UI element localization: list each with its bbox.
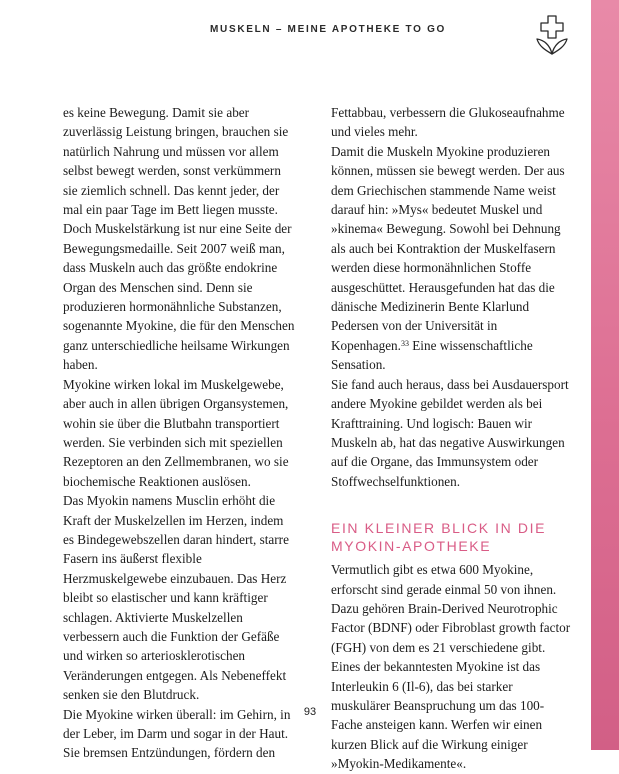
body-paragraph: es keine Bewegung. Damit sie aber zuverlässig Leistung bringen, brauchen sie natürlich Nahrung und müssen vor allem selbst bewegt werden, sonst verkümmern sie ziemlich schnell. Das kennt jeder, der mal ein paar Tage im Bett liegen musste. [63, 105, 289, 218]
body-paragraph: Die Myokine wirken überall: im Gehirn, in der Leber, im Darm und sogar in der Haut. Sie bremsen Entzündungen, fördern den [63, 706, 291, 761]
right-text-column [331, 103, 571, 774]
paragraph-text: Eine wissenschaftliche Sensation. [331, 337, 533, 373]
footnote-reference[interactable]: 33 [400, 338, 409, 348]
left-text-column [63, 103, 295, 763]
body-paragraph: Fettabbau, verbessern die Glukoseaufnahme und vieles mehr. [331, 105, 565, 140]
body-paragraph: Das Myokin namens Musclin erhöht die Kraft der Muskelzellen im Herzen, indem es Bindegewebszellen daran hindert, starre Fasern ins äußerst flexible Herzmuskelgewebe einzubauen. Das Herz bleibt so elastischer und kann kräftiger schlagen. Aktivierte Muskelzellen verbessern auch die Funktion der Gefäße und wirken so arteriosklerotischen Veränderungen entgegen. Als Nebeneffekt senken sie den Blutdruck. [63, 493, 289, 703]
running-header: MUSKELN – MEINE APOTHEKE TO GO [210, 24, 447, 35]
paragraph-text: Damit die Muskeln Myokine produzieren können, müssen sie bewegt werden. Der aus dem Griechischen stammende Name weist darauf hin: »Mys« bedeutet Muskel und »kinema« Bewegung. Sowohl bei Dehnung als auch bei Kontraktion der Muskelfasern werden diese hormonähnlichen Stoffe ausgeschüttet. Herausgefunden hat das die dänische Medizinerin Bente Klarlund Pedersen von der Universität in Kopenhagen. [331, 143, 565, 353]
body-paragraph: Doch Muskelstärkung ist nur eine Seite der Bewegungsmedaille. Seit 2007 weiß man, dass Muskeln auch das größte endokrine Organ des Menschen sind. Denn sie produzieren hormonähnliche Substanzen, sogenannte Myokine, die für den Menschen ganz unterschiedliche heilsame Wirkungen haben. [63, 221, 295, 373]
page-number: 93 [303, 706, 317, 718]
side-color-band [591, 0, 619, 750]
body-paragraph: Vermutlich gibt es etwa 600 Myokine, erforscht sind gerade einmal 50 von ihnen. Dazu gehören Brain-Derived Neurotrophic Factor (BDNF) oder Fibroblast growth factor (FGH) von dem es 21 verschiedene gibt. Eines der bekanntesten Myokine ist das Interleukin 6 (Il-6), das bei starker muskulärer Beanspruchung um das 100-Fache ansteigen kann. Werfen wir einen kurzen Blick auf die Wirkung einiger »Myokin-Medikamente«. [331, 562, 571, 772]
section-heading: EIN KLEINER BLICK IN DIE MYOKIN-APOTHEKE [331, 520, 547, 555]
body-paragraph [331, 142, 571, 375]
body-paragraph: Myokine wirken lokal im Muskelgewebe, aber auch in allen übrigen Organsystemen, wohin sie über die Blutbahn transportiert werden. Sie verbinden sich mit speziellen Rezeptoren an den Zellmembranen, wo sie biochemische Reaktionen auslösen. [63, 376, 289, 489]
pharmacy-cross-leaves-icon [534, 14, 570, 56]
body-paragraph: Sie fand auch heraus, dass bei Ausdauersport andere Myokine gebildet werden als bei Krafttraining. Und logisch: Bauen wir Muskeln ab, hat das negative Auswirkungen auf die Organe, das Immunsystem oder Stoffwechselfunktionen. [331, 376, 569, 489]
